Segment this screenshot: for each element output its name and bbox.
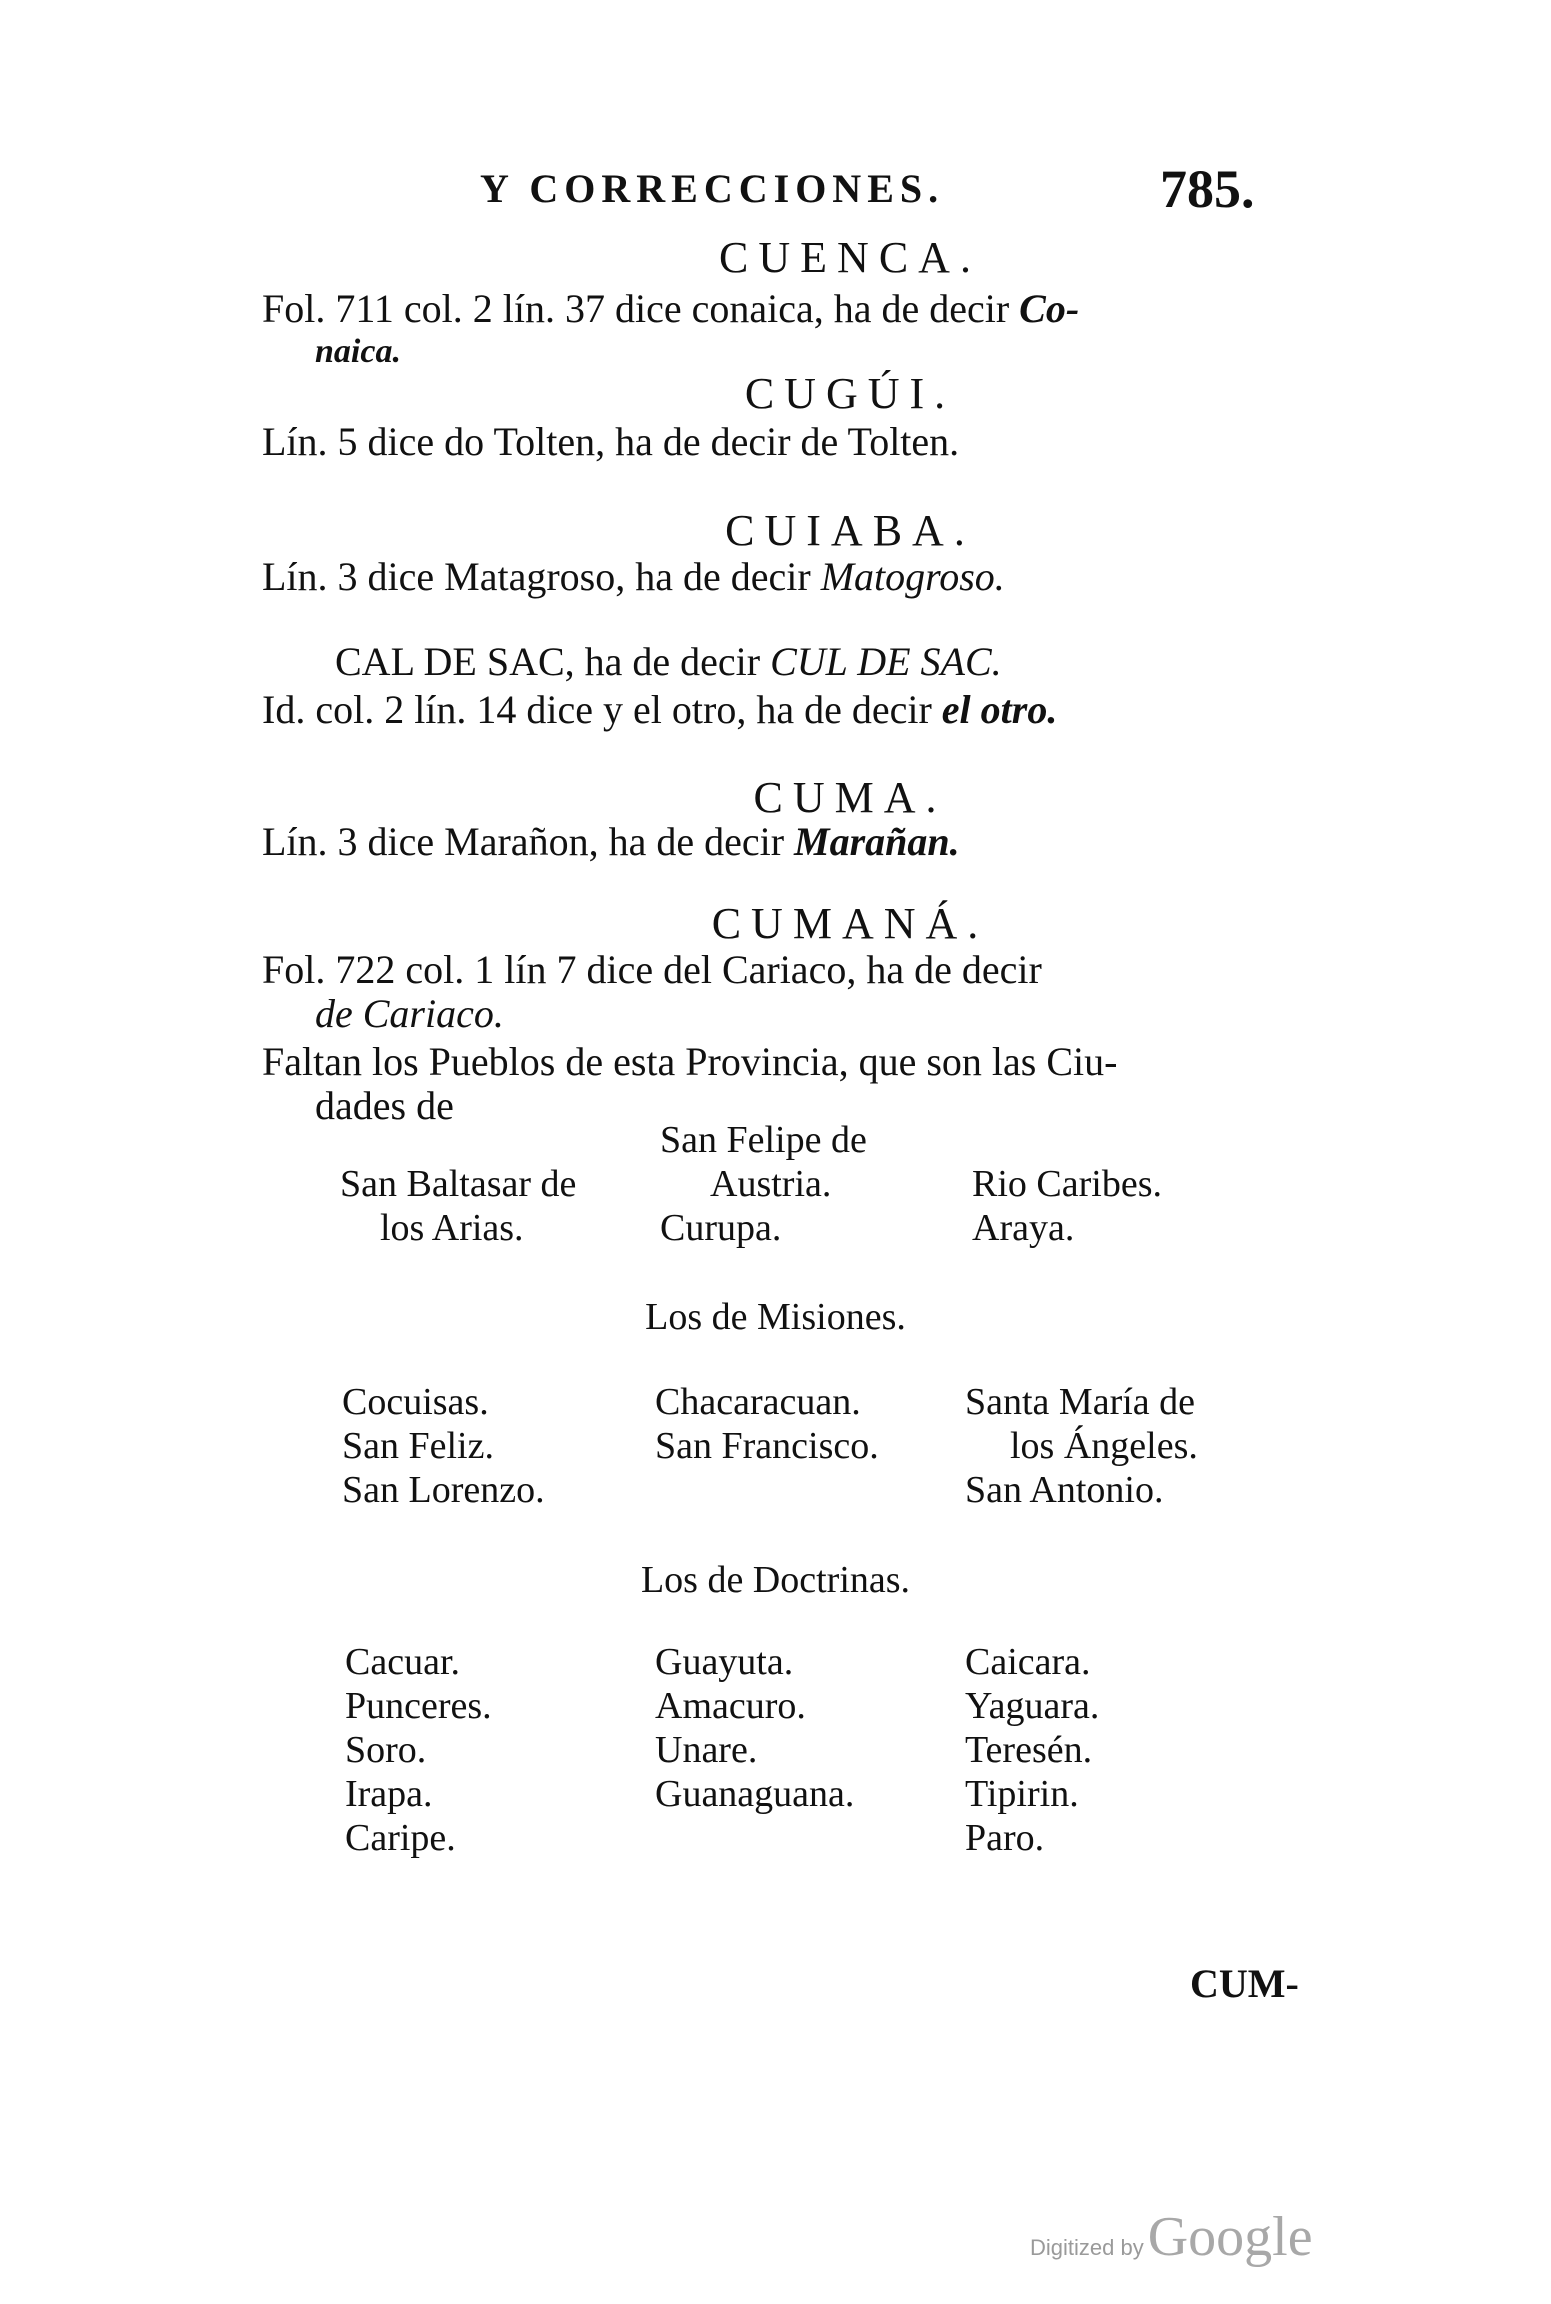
doctrinas-column-2 [655, 1640, 854, 1816]
mission: los Ángeles. [1010, 1425, 1198, 1467]
cuma-line-1-italic: Marañan. [794, 819, 960, 864]
cuiaba-line-1-italic: Matogroso. [820, 554, 1005, 599]
google-logo: Google [1147, 2206, 1313, 2268]
doctrina: Amacuro. [655, 1685, 806, 1727]
city: San Baltasar de [340, 1163, 577, 1205]
cities-column-2 [660, 1118, 867, 1250]
digitized-watermark [1030, 2205, 1313, 2269]
doctrina: Soro. [345, 1729, 427, 1771]
misiones-column-1 [342, 1380, 545, 1512]
doctrina: Yaguara. [965, 1685, 1100, 1727]
mission: Cocuisas. [342, 1381, 489, 1423]
misiones-column-3 [965, 1380, 1198, 1512]
section-title-cuiaba: CUIABA. [725, 506, 975, 555]
section-title-cuenca: CUENCA. [719, 233, 981, 282]
mission: Chacaracuan. [655, 1381, 861, 1423]
cuiaba-line-3-text: Id. col. 2 lín. 14 dice y el otro, ha de decir [262, 687, 942, 732]
doctrina: Guanaguana. [655, 1773, 855, 1815]
cuiaba-line-1 [262, 555, 1005, 599]
doctrinas-column-1 [345, 1640, 492, 1860]
cuiaba-line-3-italic: el otro. [941, 687, 1058, 732]
cumana-line-4: dades de [315, 1083, 454, 1128]
cuma-line-1-text: Lín. 3 dice Marañon, ha de decir [262, 819, 795, 864]
running-head: Y CORRECCIONES. [480, 166, 945, 211]
mission: San Francisco. [655, 1425, 879, 1467]
doctrina: Paro. [965, 1817, 1045, 1859]
city: Austria. [710, 1163, 832, 1205]
doctrina: Guayuta. [655, 1641, 794, 1683]
cuma-line-1 [262, 820, 960, 864]
cuenca-line-2: naica. [315, 333, 401, 370]
city: Curupa. [660, 1207, 782, 1249]
page-number: 785. [1160, 159, 1255, 219]
watermark-small-text: Digitized by [1030, 2235, 1144, 2260]
cuiaba-line-2-italic: CUL DE SAC. [770, 639, 1002, 684]
section-title-cuma: CUMA. [753, 773, 947, 822]
cuiaba-line-2-text: CAL DE SAC, ha de decir [335, 639, 771, 684]
misiones-title: Los de Misiones. [645, 1296, 906, 1338]
mission: San Feliz. [342, 1425, 494, 1467]
doctrina: Tipirin. [965, 1773, 1079, 1815]
cuenca-line-1 [262, 287, 1079, 331]
cumana-line-3: Faltan los Pueblos de esta Provincia, que son las Ciu- [262, 1039, 1118, 1084]
city: Rio Caribes. [972, 1163, 1162, 1205]
doctrina: Caicara. [965, 1641, 1091, 1683]
doctrina: Teresén. [965, 1729, 1093, 1771]
mission: San Lorenzo. [342, 1469, 545, 1511]
mission: San Antonio. [965, 1469, 1164, 1511]
city: San Felipe de [660, 1119, 867, 1161]
cities-column-1 [340, 1162, 576, 1250]
doctrina: Cacuar. [345, 1641, 461, 1683]
doctrina: Irapa. [345, 1773, 433, 1815]
cuenca-line-1-text: Fol. 711 col. 2 lín. 37 dice conaica, ha de decir [262, 286, 1020, 331]
doctrina: Punceres. [345, 1685, 492, 1727]
cumana-line-1: Fol. 722 col. 1 lín 7 dice del Cariaco, ha de decir [262, 947, 1042, 992]
catchword: CUM- [1190, 1961, 1299, 2006]
section-title-cugui: CUGÚI. [744, 369, 956, 418]
cities-column-3 [972, 1162, 1162, 1250]
cuenca-line-1-italic: Co- [1019, 286, 1080, 331]
section-title-cumana: CUMANÁ. [711, 899, 989, 948]
mission: Santa María de [965, 1381, 1196, 1423]
city: los Arias. [380, 1207, 524, 1249]
doctrinas-column-3 [965, 1640, 1099, 1860]
cuiaba-line-1-text: Lín. 3 dice Matagroso, ha de decir [262, 554, 821, 599]
doctrinas-title: Los de Doctrinas. [640, 1559, 911, 1601]
cugui-line-1: Lín. 5 dice do Tolten, ha de decir de Tolten. [262, 419, 960, 464]
cuiaba-line-3 [262, 688, 1057, 732]
cuiaba-line-2 [335, 640, 1002, 684]
doctrina: Caripe. [345, 1817, 456, 1859]
cumana-line-2: de Cariaco. [315, 991, 504, 1036]
misiones-column-2 [655, 1380, 879, 1468]
city: Araya. [972, 1207, 1075, 1249]
doctrina: Unare. [655, 1729, 758, 1771]
